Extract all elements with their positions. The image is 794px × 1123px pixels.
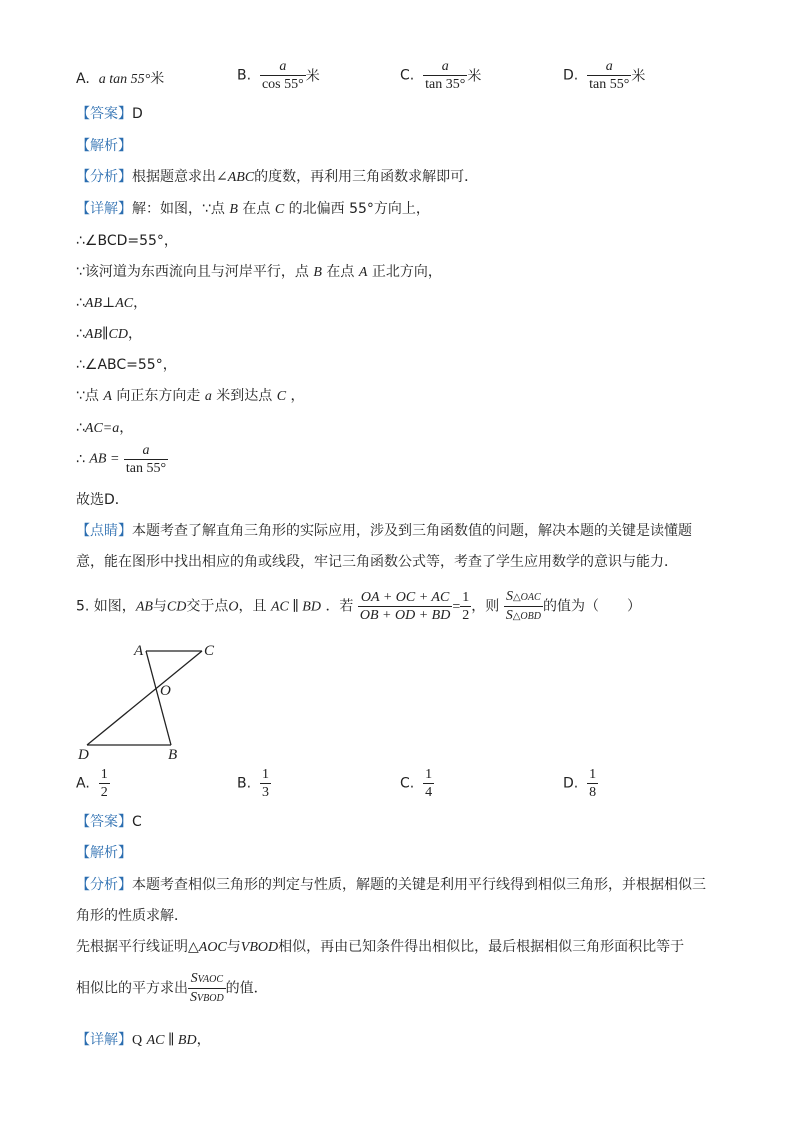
q4-detail-line-10: 故选D． [76,492,129,508]
q5-method-line-2: 相似比的平方求出 $\frac{\text{SVAOC}}{\text{SVBOD}}$ 的值． [76,971,268,1005]
q5-answer: 【答案】C [76,814,142,830]
q4-detail-line-1: 【详解】解：如图，∵点 B 在点 C 的北偏西 55°方向上， [76,201,430,217]
q4-detail-line-6: ∴∠ABC=55°， [76,357,177,373]
q4-detail-line-9: ∴ AB = $\frac{a}{\tan 55^\circ}$ [76,443,167,476]
q4-detail-line-7: ∵点 A 向正东方向走 a 米到达点 C ， [76,388,305,404]
label-d: D [78,747,89,763]
q5-analysis-heading: 【解析】 [76,845,132,861]
q4-detail-line-4: ∴AB⊥AC， [76,295,148,311]
label-c: C [204,643,215,659]
q5-method-line-1: 先根据平行线证明△AOC与VBOD相似，再由已知条件得出相似比，最后根据相似三角形面积比等于 [76,939,685,955]
q4-detail-line-8: ∴AC=a， [76,420,134,436]
q5-fenxi-1: 【分析】本题考查相似三角形的判定与性质，解题的关键是利用平行线得到相似三角形，并根据相似三 [76,877,706,893]
q4-fenxi: 【分析】根据题意求出∠ABC的度数，再利用三角函数求解即可． [76,169,479,185]
q5-option-a: A. $\frac{1}{2}$ [76,767,108,800]
q5-option-c: C. $\frac{1}{4}$ [400,767,433,800]
q4-detail-line-2: ∴∠BCD=55°， [76,233,178,249]
q4-detail-line-3: ∵该河道为东西流向且与河岸平行，点 B 在点 A 正北方向， [76,264,442,280]
q4-option-a: A. a tan 55°米 [76,71,165,87]
q5-detail: 【详解】Q AC ∥ BD， [76,1032,211,1048]
label-a: A [134,643,144,659]
q4-option-c: C. $\frac{a}{\tan 35^\circ}$ 米 [400,59,482,92]
q5-option-b: B. $\frac{1}{3}$ [237,767,269,800]
q4-detail-line-5: ∴AB∥CD， [76,326,142,342]
q4-option-b: B. $\frac{a}{\cos 55^\circ}$ 米 [237,59,320,92]
q5-figure [70,640,230,764]
q5-stem: 5. 如图，AB与CD交于点O，且 AC ∥ BD ．若 $\frac{OA + OC + AC}{OB + OD + BD}$ = $\frac{1}{2}$ ，则 $\frac{\text{S△OAC}}{\text{S△OBD}}$ 的值为（ ） [76,589,641,623]
q5-fenxi-2: 角形的性质求解． [76,908,188,924]
label-o: O [160,683,171,699]
q4-answer: 【答案】D [76,106,143,122]
q4-analysis-heading: 【解析】 [76,138,132,154]
q4-dianjing-1: 【点睛】本题考查了解直角三角形的实际应用，涉及到三角函数值的问题，解决本题的关键是读懂题 [76,523,692,539]
q4-option-d: D. $\frac{a}{\tan 55^\circ}$ 米 [563,59,646,92]
segment-cd [87,651,202,745]
q5-condition-fraction: $\frac{OA + OC + AC}{OB + OD + BD}$ [359,590,451,623]
q4-dianjing-2: 意，能在图形中找出相应的角或线段，牢记三角函数公式等，考查了学生应用数学的意识与能力． [76,554,678,570]
q5-area-ratio: $\frac{\text{S△OAC}}{\text{S△OBD}}$ [505,589,541,623]
label-b: B [168,747,178,763]
q5-option-d: D. $\frac{1}{8}$ [563,767,597,800]
